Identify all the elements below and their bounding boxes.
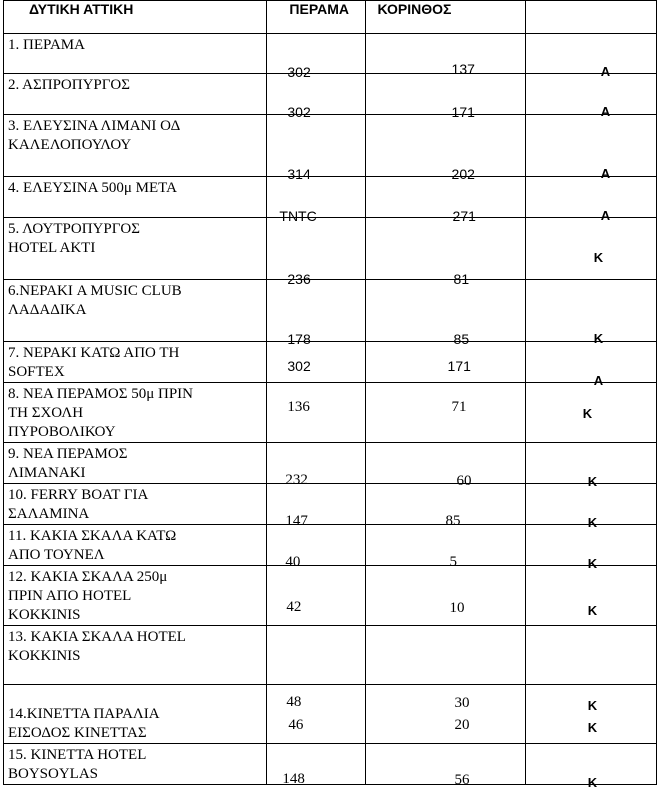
perama-cell [267,74,365,120]
category-badge: Α [600,208,611,223]
table-row [4,566,657,626]
perama-value: 46 [288,717,304,733]
korinthos-value: 20 [454,717,470,733]
table-row [4,443,657,484]
table-row [4,685,657,744]
category-badge: Κ [593,331,604,346]
header-row [4,1,657,34]
korinthos-value: 30 [454,695,470,711]
korinthos-cell [365,342,525,383]
location-name: 13. ΚΑΚΙΑ ΣΚΑΛΑ HOTEL KOKKINIS [8,629,186,664]
korinthos-value: 202 [451,166,475,182]
perama-cell [267,280,365,347]
table-row [4,525,657,566]
location-cell [4,626,267,685]
korinthos-value: 85 [453,331,470,347]
category-cell [525,177,656,223]
korinthos-cell [365,383,525,443]
korinthos-value: 56 [454,772,470,788]
table-row [4,34,657,74]
korinthos-value: 71 [451,399,467,415]
perama-cell [267,342,365,383]
korinthos-value: 10 [449,600,465,616]
category-cell [525,566,656,626]
korinthos-value: 271 [452,208,476,224]
location-cell [4,34,267,74]
table-row [4,177,657,218]
perama-cell [267,685,365,744]
korinthos-cell [365,744,525,788]
korinthos-cell [365,566,525,626]
perama-cell [267,218,365,287]
location-name: 8. ΝΕΑ ΠΕΡΑΜΟΣ 50μ ΠΡΙΝ ΤΗ ΣΧΟΛΗ ΠΥΡΟΒΟΛΙΚΟΥ [8,386,194,440]
category-cell [525,34,656,79]
korinthos-value: 81 [453,271,470,287]
category-cell [525,280,656,346]
perama-value: 40 [285,554,301,570]
korinthos-value: 85 [445,513,461,529]
korinthos-cell [365,177,525,224]
korinthos-value: 171 [451,104,475,120]
category-badge: Κ [587,720,598,735]
table-row [4,626,657,685]
location-name: 15. KINETTA HOTEL BOYSOYLAS [8,747,146,782]
table-row [4,218,657,280]
perama-cell [267,744,365,785]
perama-value: 302 [287,358,311,374]
perama-value: 48 [286,694,302,710]
category-badge: Κ [587,474,598,489]
location-cell [4,744,267,785]
location-cell [4,342,267,383]
location-name: 10. FERRY BOAT ΓΙΑ ΣΑΛΑΜΙΝΑ [8,487,148,522]
location-name: 5. ΛΟΥΤΡΟΠΥΡΓΟΣ HOTEL AKTI [8,221,140,256]
category-cell [525,626,656,713]
location-name: 1. ΠΕΡΑΜΑ [8,37,85,53]
perama-cell [267,525,365,570]
perama-cell [267,34,365,80]
korinthos-cell [365,484,525,529]
perama-cell [267,566,365,626]
korinthos-cell [365,218,525,287]
perama-cell [267,484,365,529]
category-cell [525,115,656,181]
location-cell [4,115,267,177]
perama-value: 147 [285,513,308,529]
location-cell [4,218,267,280]
korinthos-value: 137 [451,61,475,77]
korinthos-value: 5 [449,554,458,570]
category-badge: Α [600,64,611,79]
perama-cell [267,177,365,224]
perama-value: 302 [287,104,311,120]
category-badge: Κ [587,556,598,571]
location-cell [4,383,267,443]
category-badge: Α [600,166,611,181]
location-cell [4,566,267,626]
category-cell [525,484,656,530]
category-badge: Α [593,373,604,388]
header-perama: ΠΕΡΑΜΑ [267,1,365,34]
category-badge: Κ [582,406,593,421]
location-name: 4. ΕΛΕΥΣΙΝΑ 500μ ΜΕΤΑ [8,180,177,196]
perama-value: 314 [287,166,311,182]
table-row [4,115,657,177]
category-cell [525,744,656,790]
location-cell [4,443,267,484]
category-badge: Κ [593,250,604,265]
perama-value: TNTC [279,208,317,224]
korinthos-cell [365,34,525,77]
perama-value: 136 [287,399,310,415]
perama-cell [267,626,365,710]
table-row [4,342,657,383]
perama-value: 302 [287,64,311,80]
location-name: 3. ΕΛΕΥΣΙΝΑ ΛΙΜΑΝΙ ΟΔ ΚΑΛΕΛΟΠΟΥΛΟΥ [8,118,180,153]
location-name: 11. ΚΑΚΙΑ ΣΚΑΛΑ ΚΑΤΩ ΑΠΟ ΤΟΥΝΕΛ [8,528,177,563]
korinthos-cell [365,280,525,347]
location-name: 6.ΝΕΡΑΚΙ A MUSIC CLUB ΛΑΔΑΔΙΚΑ [8,283,182,318]
location-cell [4,74,267,115]
korinthos-cell [365,626,525,711]
table-row [4,484,657,525]
table-row [4,744,657,785]
category-cell [525,342,656,388]
location-name: 2. ΑΣΠΡΟΠΥΡΓΟΣ [8,77,130,93]
category-cell [525,74,656,119]
perama-cell [267,115,365,182]
korinthos-cell [365,115,525,182]
location-cell [4,280,267,342]
perama-value: 178 [287,331,311,347]
korinthos-cell [365,685,525,744]
table-row [4,74,657,115]
category-badge: Κ [587,603,598,618]
perama-value: 42 [286,599,302,615]
header-korinthos: ΚΟΡΙΝΘΟΣ [365,1,525,34]
header-region: ΔΥΤΙΚΗ ΑΤΤΙΚΗ [4,1,267,34]
location-cell [4,177,267,218]
category-badge: Κ [587,775,598,790]
table-row [4,280,657,342]
category-cell [525,443,656,489]
location-name: 7. ΝΕΡΑΚΙ ΚΑΤΩ ΑΠΟ ΤΗ SOFTEX [8,345,180,380]
water-quality-table [3,0,657,790]
korinthos-cell [365,74,525,120]
category-cell [525,525,656,571]
korinthos-value: 171 [447,358,471,374]
korinthos-value: 60 [456,473,472,489]
korinthos-cell [365,443,525,489]
location-name: 14.ΚΙΝΕΤΤΑ ΠΑΡΑΛΙΑ ΕΙΣΟΔΟΣ ΚΙΝΕΤΤΑΣ [8,706,159,741]
category-badge: Κ [587,698,598,713]
table-row [4,383,657,443]
location-cell [4,484,267,525]
header-category [525,1,656,34]
perama-value: 232 [285,472,308,488]
location-cell [4,685,267,744]
category-cell [525,685,656,744]
perama-value: 148 [282,771,305,787]
location-name: 12. ΚΑΚΙΑ ΣΚΑΛΑ 250μ ΠΡΙΝ ΑΠΟ HOTEL KOKKINIS [8,569,168,623]
location-cell [4,525,267,566]
perama-cell [267,383,365,443]
category-badge: Α [600,104,611,119]
category-badge: Κ [587,515,598,530]
perama-value: 236 [287,271,311,287]
category-cell [525,383,656,443]
location-name: 9. ΝΕΑ ΠΕΡΑΜΟΣ ΛΙΜΑΝΑΚΙ [8,446,128,481]
category-cell [525,218,656,280]
korinthos-cell [365,525,525,570]
perama-cell [267,443,365,488]
